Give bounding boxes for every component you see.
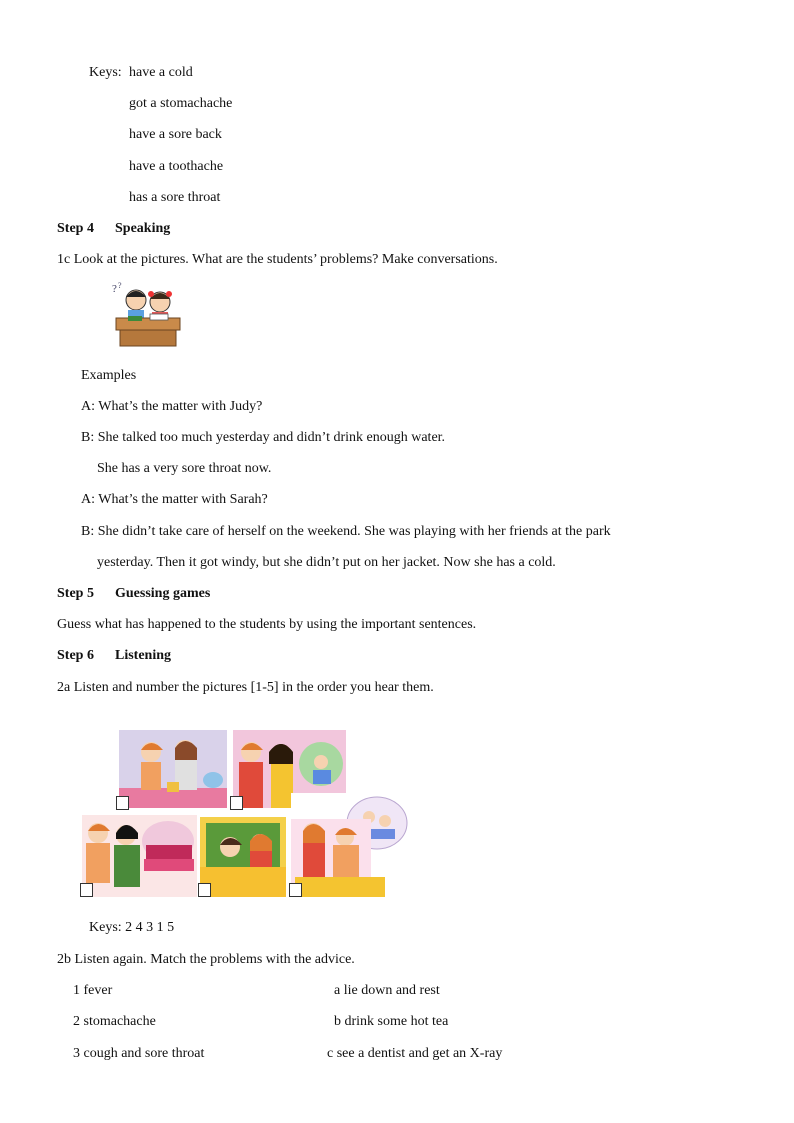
step5-title: Guessing games — [115, 586, 211, 601]
step4-title: Speaking — [115, 221, 171, 236]
key-item: have a sore back — [129, 127, 222, 142]
svg-text:?: ? — [118, 281, 122, 290]
key-item: has a sore throat — [129, 190, 221, 205]
keys-2a: Keys: 2 4 3 1 5 — [89, 920, 175, 935]
problem-item: 1 fever — [73, 983, 113, 998]
listening-picture — [291, 793, 409, 897]
advice-item: c see a dentist and get an X-ray — [327, 1046, 503, 1061]
svg-text:?: ? — [112, 283, 117, 295]
problem-item: 3 cough and sore throat — [73, 1046, 205, 1061]
step6-title: Listening — [115, 648, 172, 663]
problem-item: 2 stomachache — [73, 1014, 156, 1029]
answer-checkbox[interactable] — [80, 883, 93, 897]
key-item: got a stomachache — [129, 96, 233, 111]
step6-2b-instruction: 2b Listen again. Match the problems with the advice. — [57, 952, 355, 967]
answer-checkbox[interactable] — [289, 883, 302, 897]
dialog-line: A: What’s the matter with Judy? — [81, 399, 263, 414]
dialog-line: B: She talked too much yesterday and didn’t drink enough water. — [81, 430, 446, 445]
listening-picture — [119, 730, 227, 808]
step5-text: Guess what has happened to the students by using the important sentences. — [57, 617, 477, 632]
listening-picture — [82, 815, 197, 897]
dialog-line: yesterday. Then it got windy, but she didn’t put on her jacket. Now she has a cold. — [97, 555, 556, 570]
advice-item: b drink some hot tea — [334, 1014, 449, 1029]
answer-checkbox[interactable] — [230, 796, 243, 810]
students-desk-illustration — [110, 280, 186, 350]
step4-number: Step 4 — [57, 221, 94, 236]
step6-number: Step 6 — [57, 648, 94, 663]
keys-label: Keys: — [89, 65, 122, 80]
listening-picture — [200, 817, 286, 897]
dialog-line: B: She didn’t take care of herself on the weekend. She was playing with her friends at the park — [81, 524, 611, 539]
advice-item: a lie down and rest — [334, 983, 440, 998]
examples-label: Examples — [81, 368, 137, 383]
key-item: have a cold — [129, 65, 193, 80]
answer-checkbox[interactable] — [198, 883, 211, 897]
dialog-line: She has a very sore throat now. — [97, 461, 272, 476]
key-item: have a toothache — [129, 159, 224, 174]
step5-number: Step 5 — [57, 586, 94, 601]
step4-instruction: 1c Look at the pictures. What are the students’ problems? Make conversations. — [57, 252, 498, 267]
answer-checkbox[interactable] — [116, 796, 129, 810]
dialog-line: A: What’s the matter with Sarah? — [81, 492, 268, 507]
step6-2a-instruction: 2a Listen and number the pictures [1-5] in the order you hear them. — [57, 680, 434, 695]
